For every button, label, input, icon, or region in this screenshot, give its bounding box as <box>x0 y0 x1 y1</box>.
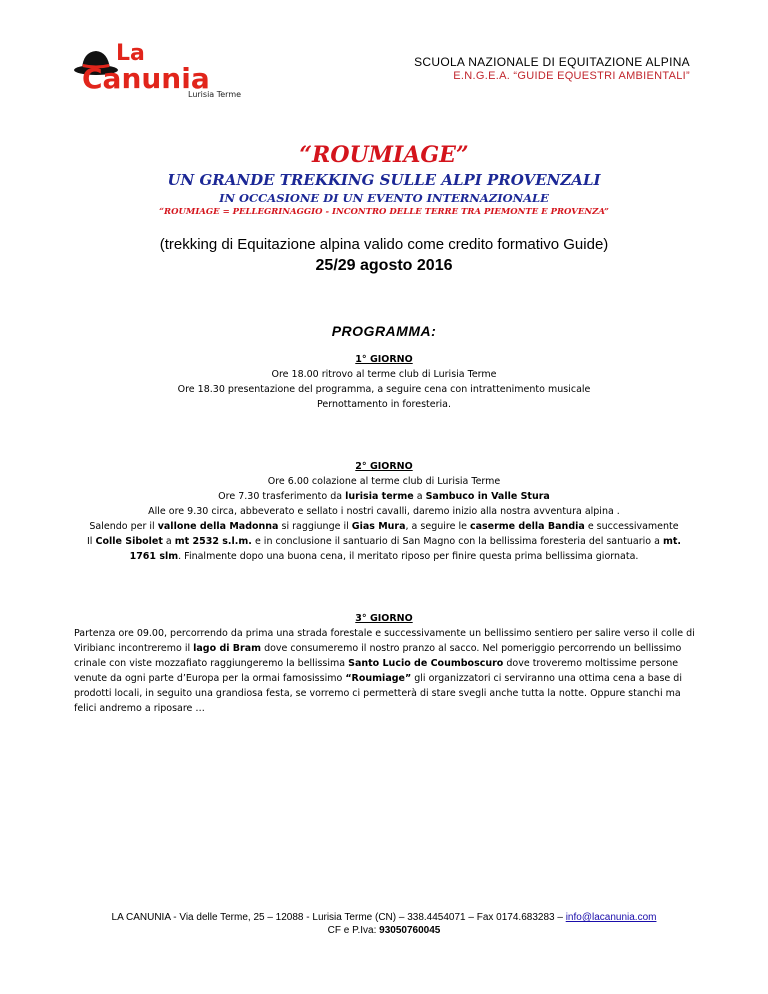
day-3-paragraph: Partenza ore 09.00, percorrendo da prima una strada forestale e successivamente un bellissimo sentiero per salire verso il colle di Viribianc incontreremo il lago di Bram dove consumeremo il nostro pranzo al sacco. Nel pomeriggio percorrendo un bellissimo crinale con viste mozzafiato raggiungeremo la bellissima Santo Lucio de Coumboscuro dove troveremo moltissime persone venute da ogni parte d’Europa per la ormai famosissimo “Roumiage” gli organizzatori ci serviranno una ottima cena a base di prodotti locali, in seguito una grandiosa festa, se vorremo ci permetterà di stare svegli anche tutta la notte. Oppure stanchi ma felici andremo a riposare … <box>74 628 695 714</box>
day-2-line: Ore 7.30 trasferimento da lurisia terme a Sambuco in Valle Stura <box>218 491 550 502</box>
day-2-line: Il Colle Sibolet a mt 2532 s.l.m. e in conclusione il santuario di San Magno con la bellissima foresteria del santuario a mt. <box>87 536 681 547</box>
day-1-line: Ore 18.00 ritrovo al terme club di Lurisia Terme <box>271 369 497 380</box>
day-2-line: 1761 slm. Finalmente dopo una buona cena, il meritato riposo per finire questa prima bellissima giornata. <box>129 551 639 562</box>
day-2-heading: 2° GIORNO <box>355 461 413 472</box>
day-2-line: Alle ore 9.30 circa, abbeverato e sellato i nostri cavalli, daremo inizio alla nostra avventura alpina . <box>148 506 620 517</box>
day-2-line: Ore 6.00 colazione al terme club di Lurisia Terme <box>267 476 501 487</box>
footer-tax-line: CF e P.Iva: 93050760045 <box>327 925 441 936</box>
day-1-section <box>0 352 768 412</box>
programma-heading: PROGRAMMA: <box>331 323 437 339</box>
day-3-heading: 3° GIORNO <box>355 613 413 624</box>
school-subtitle: E.N.G.E.A. “GUIDE EQUESTRI AMBIENTALI” <box>453 70 690 82</box>
logo-text-canunia: Canunia <box>82 62 210 95</box>
event-dates: 25/29 agosto 2016 <box>315 257 453 274</box>
main-title: “ROUMIAGE” <box>299 142 469 168</box>
vat-number: 93050760045 <box>379 925 441 936</box>
email-link[interactable]: info@lacanunia.com <box>565 912 657 923</box>
school-header <box>414 55 690 82</box>
day-1-heading: 1° GIORNO <box>355 354 413 365</box>
subtitle-3: “ROUMIAGE = PELLEGRINAGGIO - INCONTRO DELLE TERRE TRA PIEMONTE E PROVENZA” <box>159 207 609 217</box>
trekking-note: (trekking di Equitazione alpina valido come credito formativo Guide) <box>159 236 609 253</box>
day-2-line: Salendo per il vallone della Madonna si raggiunge il Gias Mura, a seguire le caserme della Bandia e successivamente <box>89 521 679 532</box>
day-1-line: Ore 18.30 presentazione del programma, a seguire cena con intrattenimento musicale <box>177 384 591 395</box>
day-1-line: Pernottamento in foresteria. <box>316 399 452 410</box>
subtitle-1: UN GRANDE TREKKING SULLE ALPI PROVENZALI <box>167 171 601 189</box>
school-name: SCUOLA NAZIONALE DI EQUITAZIONE ALPINA <box>414 55 690 69</box>
day-3-section <box>0 611 768 716</box>
footer-contact-line: LA CANUNIA - Via delle Terme, 25 – 12088 - Lurisia Terme (CN) – 338.4454071 – Fax 0174.683283 – info@lacanunia.com <box>111 912 657 923</box>
subtitle-2: IN OCCASIONE DI UN EVENTO INTERNAZIONALE <box>219 191 549 205</box>
footer <box>0 911 768 937</box>
day-2-section <box>0 459 768 564</box>
logo-subtitle: Lurisia Terme <box>188 90 242 99</box>
logo-text-la: La <box>116 41 145 66</box>
la-canunia-logo <box>70 36 260 106</box>
